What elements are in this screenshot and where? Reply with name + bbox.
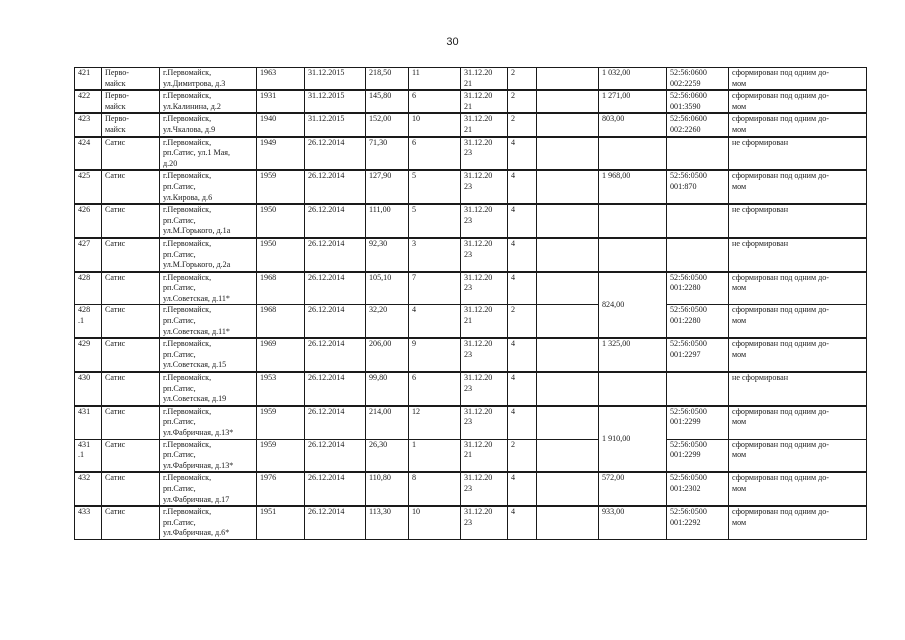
area-cell: 92,30 [366,238,409,272]
row-number-cell: 431 [75,406,102,439]
stage-cell: 4 [508,338,537,372]
deadline-cell: 31.12.20 23 [461,170,508,204]
row-number-cell: 426 [75,204,102,238]
table-row [75,472,867,506]
row-number-cell: 421 [75,68,102,91]
empty-cell [537,68,599,91]
residents-cell: 6 [409,90,461,113]
cost-cell: 1 325,00 [599,338,667,372]
deadline-cell: 31.12.20 21 [461,305,508,338]
cadastral-number-cell: 52:56:0500 001:2280 [667,272,729,305]
settlement-cell: Сатис [102,439,160,472]
land-status-cell: сформирован под одним до- мом [729,68,867,91]
address-cell: г.Первомайск, рп.Сатис, ул.Фабричная, д.13* [160,406,257,439]
residents-cell: 4 [409,305,461,338]
cadastral-number-cell: 52:56:0600 002:2259 [667,68,729,91]
address-cell: г.Первомайск, ул.Чкалова, д.9 [160,113,257,136]
cadastral-number-cell: 52:56:0500 001:2299 [667,406,729,439]
table-row [75,90,867,113]
area-cell: 26,30 [366,439,409,472]
land-status-cell: сформирован под одним до- мом [729,439,867,472]
table-row [75,439,867,472]
empty-cell [537,238,599,272]
land-status-cell: сформирован под одним до- мом [729,90,867,113]
area-cell: 152,00 [366,113,409,136]
registration-date-cell: 26.12.2014 [305,506,366,539]
settlement-cell: Сатис [102,372,160,406]
registration-date-cell: 26.12.2014 [305,372,366,406]
cost-cell [599,204,667,238]
address-cell: г.Первомайск, рп.Сатис, ул.Советская, д.11* [160,272,257,305]
cost-cell: 1 032,00 [599,68,667,91]
settlement-cell: Сатис [102,238,160,272]
stage-cell: 4 [508,372,537,406]
address-cell: г.Первомайск, рп.Сатис, ул.Советская, д.19 [160,372,257,406]
registration-date-cell: 26.12.2014 [305,338,366,372]
stage-cell: 4 [508,272,537,305]
residents-cell: 10 [409,506,461,539]
area-cell: 99,80 [366,372,409,406]
residents-cell: 7 [409,272,461,305]
registration-date-cell: 26.12.2014 [305,305,366,338]
settlement-cell: Сатис [102,338,160,372]
stage-cell: 4 [508,238,537,272]
cadastral-number-cell: 52:56:0500 001:2297 [667,338,729,372]
residents-cell: 3 [409,238,461,272]
land-status-cell: не сформирован [729,204,867,238]
residents-cell: 1 [409,439,461,472]
empty-cell [537,272,599,305]
settlement-cell: Перво- майск [102,113,160,136]
cadastral-number-cell [667,238,729,272]
land-status-cell: сформирован под одним до- мом [729,506,867,539]
row-number-cell: 423 [75,113,102,136]
stage-cell: 2 [508,439,537,472]
deadline-cell: 31.12.20 23 [461,238,508,272]
cadastral-number-cell: 52:56:0500 001:2299 [667,439,729,472]
cadastral-number-cell: 52:56:0500 001:2292 [667,506,729,539]
cost-cell: 572,00 [599,472,667,506]
row-number-cell: 429 [75,338,102,372]
address-cell: г.Первомайск, рп.Сатис, ул.Фабричная, д.6* [160,506,257,539]
row-number-cell: 424 [75,137,102,171]
row-number-cell: 425 [75,170,102,204]
stage-cell: 4 [508,506,537,539]
row-number-cell: 428 .1 [75,305,102,338]
stage-cell: 4 [508,137,537,171]
table-row [75,204,867,238]
empty-cell [537,472,599,506]
deadline-cell: 31.12.20 23 [461,338,508,372]
settlement-cell: Сатис [102,305,160,338]
deadline-cell: 31.12.20 23 [461,204,508,238]
residents-cell: 5 [409,170,461,204]
settlement-cell: Сатис [102,406,160,439]
table-body [75,68,867,540]
address-cell: г.Первомайск, рп.Сатис, ул.М.Горького, д.2а [160,238,257,272]
deadline-cell: 31.12.20 23 [461,137,508,171]
empty-cell [537,170,599,204]
cost-cell: 824,00 [599,272,667,339]
area-cell: 145,80 [366,90,409,113]
empty-cell [537,305,599,338]
address-cell: г.Первомайск, рп.Сатис, ул.Фабричная, д.17 [160,472,257,506]
year-built-cell: 1963 [257,68,305,91]
cadastral-number-cell: 52:56:0500 001:2280 [667,305,729,338]
deadline-cell: 31.12.20 21 [461,90,508,113]
settlement-cell: Перво- майск [102,90,160,113]
settlement-cell: Сатис [102,170,160,204]
registration-date-cell: 31.12.2015 [305,113,366,136]
cadastral-number-cell: 52:56:0600 002:2260 [667,113,729,136]
land-status-cell: не сформирован [729,372,867,406]
year-built-cell: 1959 [257,170,305,204]
table-row [75,305,867,338]
area-cell: 214,00 [366,406,409,439]
row-number-cell: 422 [75,90,102,113]
cost-cell [599,372,667,406]
address-cell: г.Первомайск, рп.Сатис, ул.Советская, д.11* [160,305,257,338]
deadline-cell: 31.12.20 21 [461,113,508,136]
housing-registry-table [74,67,867,540]
cadastral-number-cell [667,372,729,406]
year-built-cell: 1951 [257,506,305,539]
stage-cell: 4 [508,406,537,439]
residents-cell: 8 [409,472,461,506]
row-number-cell: 430 [75,372,102,406]
table-row [75,372,867,406]
registration-date-cell: 26.12.2014 [305,472,366,506]
empty-cell [537,372,599,406]
empty-cell [537,137,599,171]
year-built-cell: 1950 [257,204,305,238]
deadline-cell: 31.12.20 23 [461,406,508,439]
residents-cell: 5 [409,204,461,238]
land-status-cell: не сформирован [729,137,867,171]
address-cell: г.Первомайск, ул.Калинина, д.2 [160,90,257,113]
settlement-cell: Перво- майск [102,68,160,91]
cadastral-number-cell [667,137,729,171]
year-built-cell: 1950 [257,238,305,272]
registration-date-cell: 26.12.2014 [305,204,366,238]
empty-cell [537,90,599,113]
stage-cell: 4 [508,204,537,238]
registration-date-cell: 26.12.2014 [305,439,366,472]
area-cell: 127,90 [366,170,409,204]
settlement-cell: Сатис [102,272,160,305]
year-built-cell: 1959 [257,439,305,472]
area-cell: 218,50 [366,68,409,91]
residents-cell: 6 [409,137,461,171]
registration-date-cell: 26.12.2014 [305,272,366,305]
settlement-cell: Сатис [102,506,160,539]
area-cell: 113,30 [366,506,409,539]
table-row [75,68,867,91]
row-number-cell: 428 [75,272,102,305]
residents-cell: 11 [409,68,461,91]
table-row [75,272,867,305]
stage-cell: 2 [508,68,537,91]
address-cell: г.Первомайск, ул.Димитрова, д.3 [160,68,257,91]
cost-cell: 1 910,00 [599,406,667,473]
land-status-cell: сформирован под одним до- мом [729,113,867,136]
table-row [75,506,867,539]
residents-cell: 12 [409,406,461,439]
year-built-cell: 1969 [257,338,305,372]
area-cell: 32,20 [366,305,409,338]
empty-cell [537,439,599,472]
stage-cell: 4 [508,170,537,204]
registration-date-cell: 26.12.2014 [305,137,366,171]
table-row [75,170,867,204]
empty-cell [537,338,599,372]
area-cell: 105,10 [366,272,409,305]
address-cell: г.Первомайск, рп.Сатис, ул.1 Мая, д.20 [160,137,257,171]
registration-date-cell: 31.12.2015 [305,68,366,91]
settlement-cell: Сатис [102,204,160,238]
residents-cell: 10 [409,113,461,136]
land-status-cell: сформирован под одним до- мом [729,272,867,305]
settlement-cell: Сатис [102,472,160,506]
area-cell: 206,00 [366,338,409,372]
registration-date-cell: 26.12.2014 [305,170,366,204]
cost-cell: 803,00 [599,113,667,136]
empty-cell [537,406,599,439]
stage-cell: 2 [508,305,537,338]
year-built-cell: 1953 [257,372,305,406]
land-status-cell: не сформирован [729,238,867,272]
cadastral-number-cell: 52:56:0500 001:870 [667,170,729,204]
table-row [75,406,867,439]
page-number: 30 [446,36,459,48]
cost-cell [599,238,667,272]
residents-cell: 9 [409,338,461,372]
cadastral-number-cell: 52:56:0600 001:3590 [667,90,729,113]
row-number-cell: 433 [75,506,102,539]
area-cell: 71,30 [366,137,409,171]
deadline-cell: 31.12.20 21 [461,68,508,91]
residents-cell: 6 [409,372,461,406]
deadline-cell: 31.12.20 21 [461,439,508,472]
cost-cell: 1 968,00 [599,170,667,204]
registration-date-cell: 31.12.2015 [305,90,366,113]
year-built-cell: 1968 [257,305,305,338]
land-status-cell: сформирован под одним до- мом [729,305,867,338]
area-cell: 110,80 [366,472,409,506]
row-number-cell: 432 [75,472,102,506]
land-status-cell: сформирован под одним до- мом [729,338,867,372]
empty-cell [537,113,599,136]
address-cell: г.Первомайск, рп.Сатис, ул.Кирова, д.6 [160,170,257,204]
area-cell: 111,00 [366,204,409,238]
registration-date-cell: 26.12.2014 [305,238,366,272]
year-built-cell: 1949 [257,137,305,171]
cost-cell: 933,00 [599,506,667,539]
year-built-cell: 1959 [257,406,305,439]
deadline-cell: 31.12.20 23 [461,372,508,406]
year-built-cell: 1940 [257,113,305,136]
stage-cell: 2 [508,90,537,113]
address-cell: г.Первомайск, рп.Сатис, ул.Советская, д.15 [160,338,257,372]
table-row [75,338,867,372]
year-built-cell: 1976 [257,472,305,506]
stage-cell: 4 [508,472,537,506]
cost-cell [599,137,667,171]
table-row [75,113,867,136]
row-number-cell: 431 .1 [75,439,102,472]
empty-cell [537,204,599,238]
land-status-cell: сформирован под одним до- мом [729,472,867,506]
settlement-cell: Сатис [102,137,160,171]
empty-cell [537,506,599,539]
table-row [75,238,867,272]
deadline-cell: 31.12.20 23 [461,272,508,305]
cadastral-number-cell: 52:56:0500 001:2302 [667,472,729,506]
address-cell: г.Первомайск, рп.Сатис, ул.М.Горького, д.1а [160,204,257,238]
stage-cell: 2 [508,113,537,136]
table-row [75,137,867,171]
address-cell: г.Первомайск, рп.Сатис, ул.Фабричная, д.13* [160,439,257,472]
deadline-cell: 31.12.20 23 [461,506,508,539]
registration-date-cell: 26.12.2014 [305,406,366,439]
land-status-cell: сформирован под одним до- мом [729,406,867,439]
deadline-cell: 31.12.20 23 [461,472,508,506]
row-number-cell: 427 [75,238,102,272]
cost-cell: 1 271,00 [599,90,667,113]
year-built-cell: 1968 [257,272,305,305]
year-built-cell: 1931 [257,90,305,113]
cadastral-number-cell [667,204,729,238]
land-status-cell: сформирован под одним до- мом [729,170,867,204]
